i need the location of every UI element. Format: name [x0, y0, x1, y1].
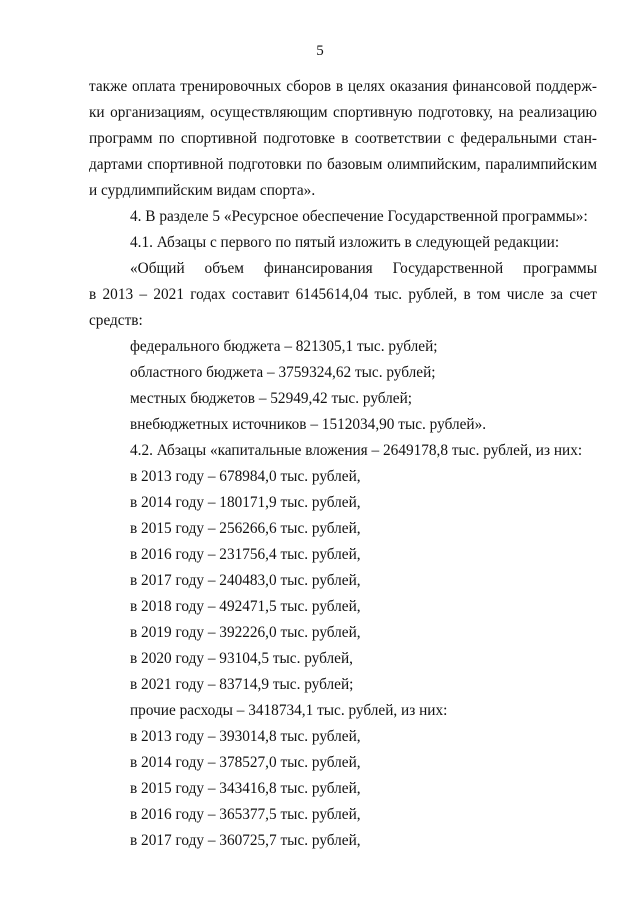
total-paragraph-line: «Общий объем финансирования Государственной программы [130, 260, 597, 277]
section-item-4: 4. В разделе 5 «Ресурсное обеспечение Государственной программы»: [130, 208, 588, 225]
funding-source-item: внебюджетных источников – 1512034,90 тыс. рублей». [130, 416, 487, 433]
capital-investment-year: в 2016 году – 231756,4 тыс. рублей, [130, 546, 361, 563]
other-expense-year: в 2014 году – 378527,0 тыс. рублей, [130, 754, 361, 771]
capital-investment-year: в 2021 году – 83714,9 тыс. рублей; [130, 676, 354, 693]
other-expense-year: в 2017 году – 360725,7 тыс. рублей, [130, 832, 361, 849]
total-paragraph-line: средств: [89, 312, 143, 329]
section-item-4-2: 4.2. Абзацы «капитальные вложения – 2649178,8 тыс. рублей, из них: [130, 442, 583, 459]
capital-investment-year: в 2017 году – 240483,0 тыс. рублей, [130, 572, 361, 589]
other-expense-year: в 2015 году – 343416,8 тыс. рублей, [130, 780, 361, 797]
funding-source-item: местных бюджетов – 52949,42 тыс. рублей; [130, 390, 413, 407]
funding-source-item: областного бюджета – 3759324,62 тыс. рублей; [130, 364, 436, 381]
other-expense-year: в 2016 году – 365377,5 тыс. рублей, [130, 806, 361, 823]
other-expense-year: в 2013 году – 393014,8 тыс. рублей, [130, 728, 361, 745]
total-paragraph-line: в 2013 – 2021 годах составит 6145614,04 тыс. рублей, в том числе за счет [89, 286, 597, 303]
paragraph-line: и сурдлимпийским видам спорта». [89, 182, 316, 199]
section-item-4-1: 4.1. Абзацы с первого по пятый изложить в следующей редакции: [130, 234, 560, 251]
capital-investment-year: в 2019 году – 392226,0 тыс. рублей, [130, 624, 361, 641]
other-expenses-heading: прочие расходы – 3418734,1 тыс. рублей, из них: [130, 702, 448, 719]
capital-investment-year: в 2013 году – 678984,0 тыс. рублей, [130, 468, 361, 485]
capital-investment-year: в 2015 году – 256266,6 тыс. рублей, [130, 520, 361, 537]
page-number: 5 [316, 43, 324, 59]
paragraph-line: программ по спортивной подготовке в соответствии с федеральными стан- [89, 130, 597, 147]
paragraph-line: также оплата тренировочных сборов в целях оказания финансовой поддерж- [89, 78, 597, 95]
funding-source-item: федерального бюджета – 821305,1 тыс. рублей; [130, 338, 438, 355]
capital-investment-year: в 2018 году – 492471,5 тыс. рублей, [130, 598, 361, 615]
paragraph-line: ки организациям, осуществляющим спортивную подготовку, на реализацию [89, 104, 597, 121]
paragraph-line: дартами спортивной подготовки по базовым олимпийским, паралимпийским [89, 156, 597, 173]
capital-investment-year: в 2020 году – 93104,5 тыс. рублей, [130, 650, 353, 667]
capital-investment-year: в 2014 году – 180171,9 тыс. рублей, [130, 494, 361, 511]
